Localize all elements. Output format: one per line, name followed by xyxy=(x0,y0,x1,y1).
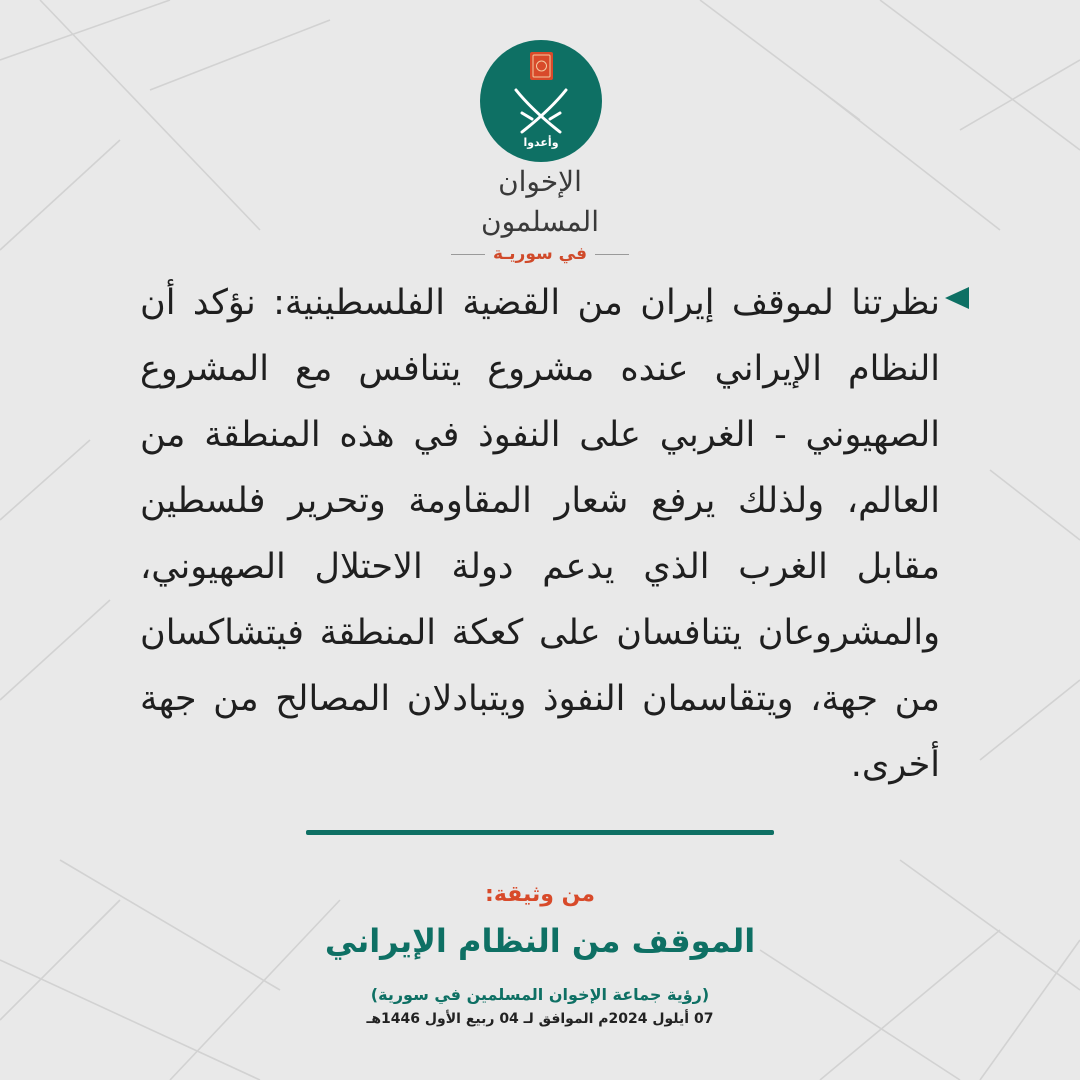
bullet-triangle-icon xyxy=(945,287,969,309)
brotherhood-emblem xyxy=(480,40,602,162)
document-subtitle: (رؤية جماعة الإخوان المسلمين في سورية) xyxy=(370,985,710,1004)
quote-paragraph: نظرتنا لموقف إيران من القضية الفلسطينية: نؤكد أن النظام الإيراني عنده مشروع يتنافس مع المشروع الصهيوني - الغربي على النفوذ في هذه المنطقة من العالم، ولذلك يرفع شعار المقاومة وتحرير فلسطين مقابل الغرب الذي يدعم دولة الاحتلال الصهيوني، والمشروعان يتنافسان على كعكة المنطقة فيتشاكسان من جهة، ويتقاسمان النفوذ ويتبادلان المصالح من جهة أخرى. xyxy=(140,283,940,785)
divider xyxy=(306,830,774,835)
left-rule xyxy=(451,254,485,255)
org-name-title: الإخوان المسلمون xyxy=(481,165,599,238)
org-region-row xyxy=(440,244,640,264)
emblem-motto: وأعدوا xyxy=(523,136,559,149)
organization-name xyxy=(440,162,640,264)
right-rule xyxy=(595,254,629,255)
emblem-icon xyxy=(480,40,602,162)
source-label: من وثيقة: xyxy=(485,882,595,907)
document-date: 07 أيلول 2024م الموافق لـ 04 ربيع الأول 1446هـ xyxy=(366,1011,714,1027)
document-title: الموقف من النظام الإيراني xyxy=(324,922,756,960)
org-region: في سوريـة xyxy=(493,244,587,264)
